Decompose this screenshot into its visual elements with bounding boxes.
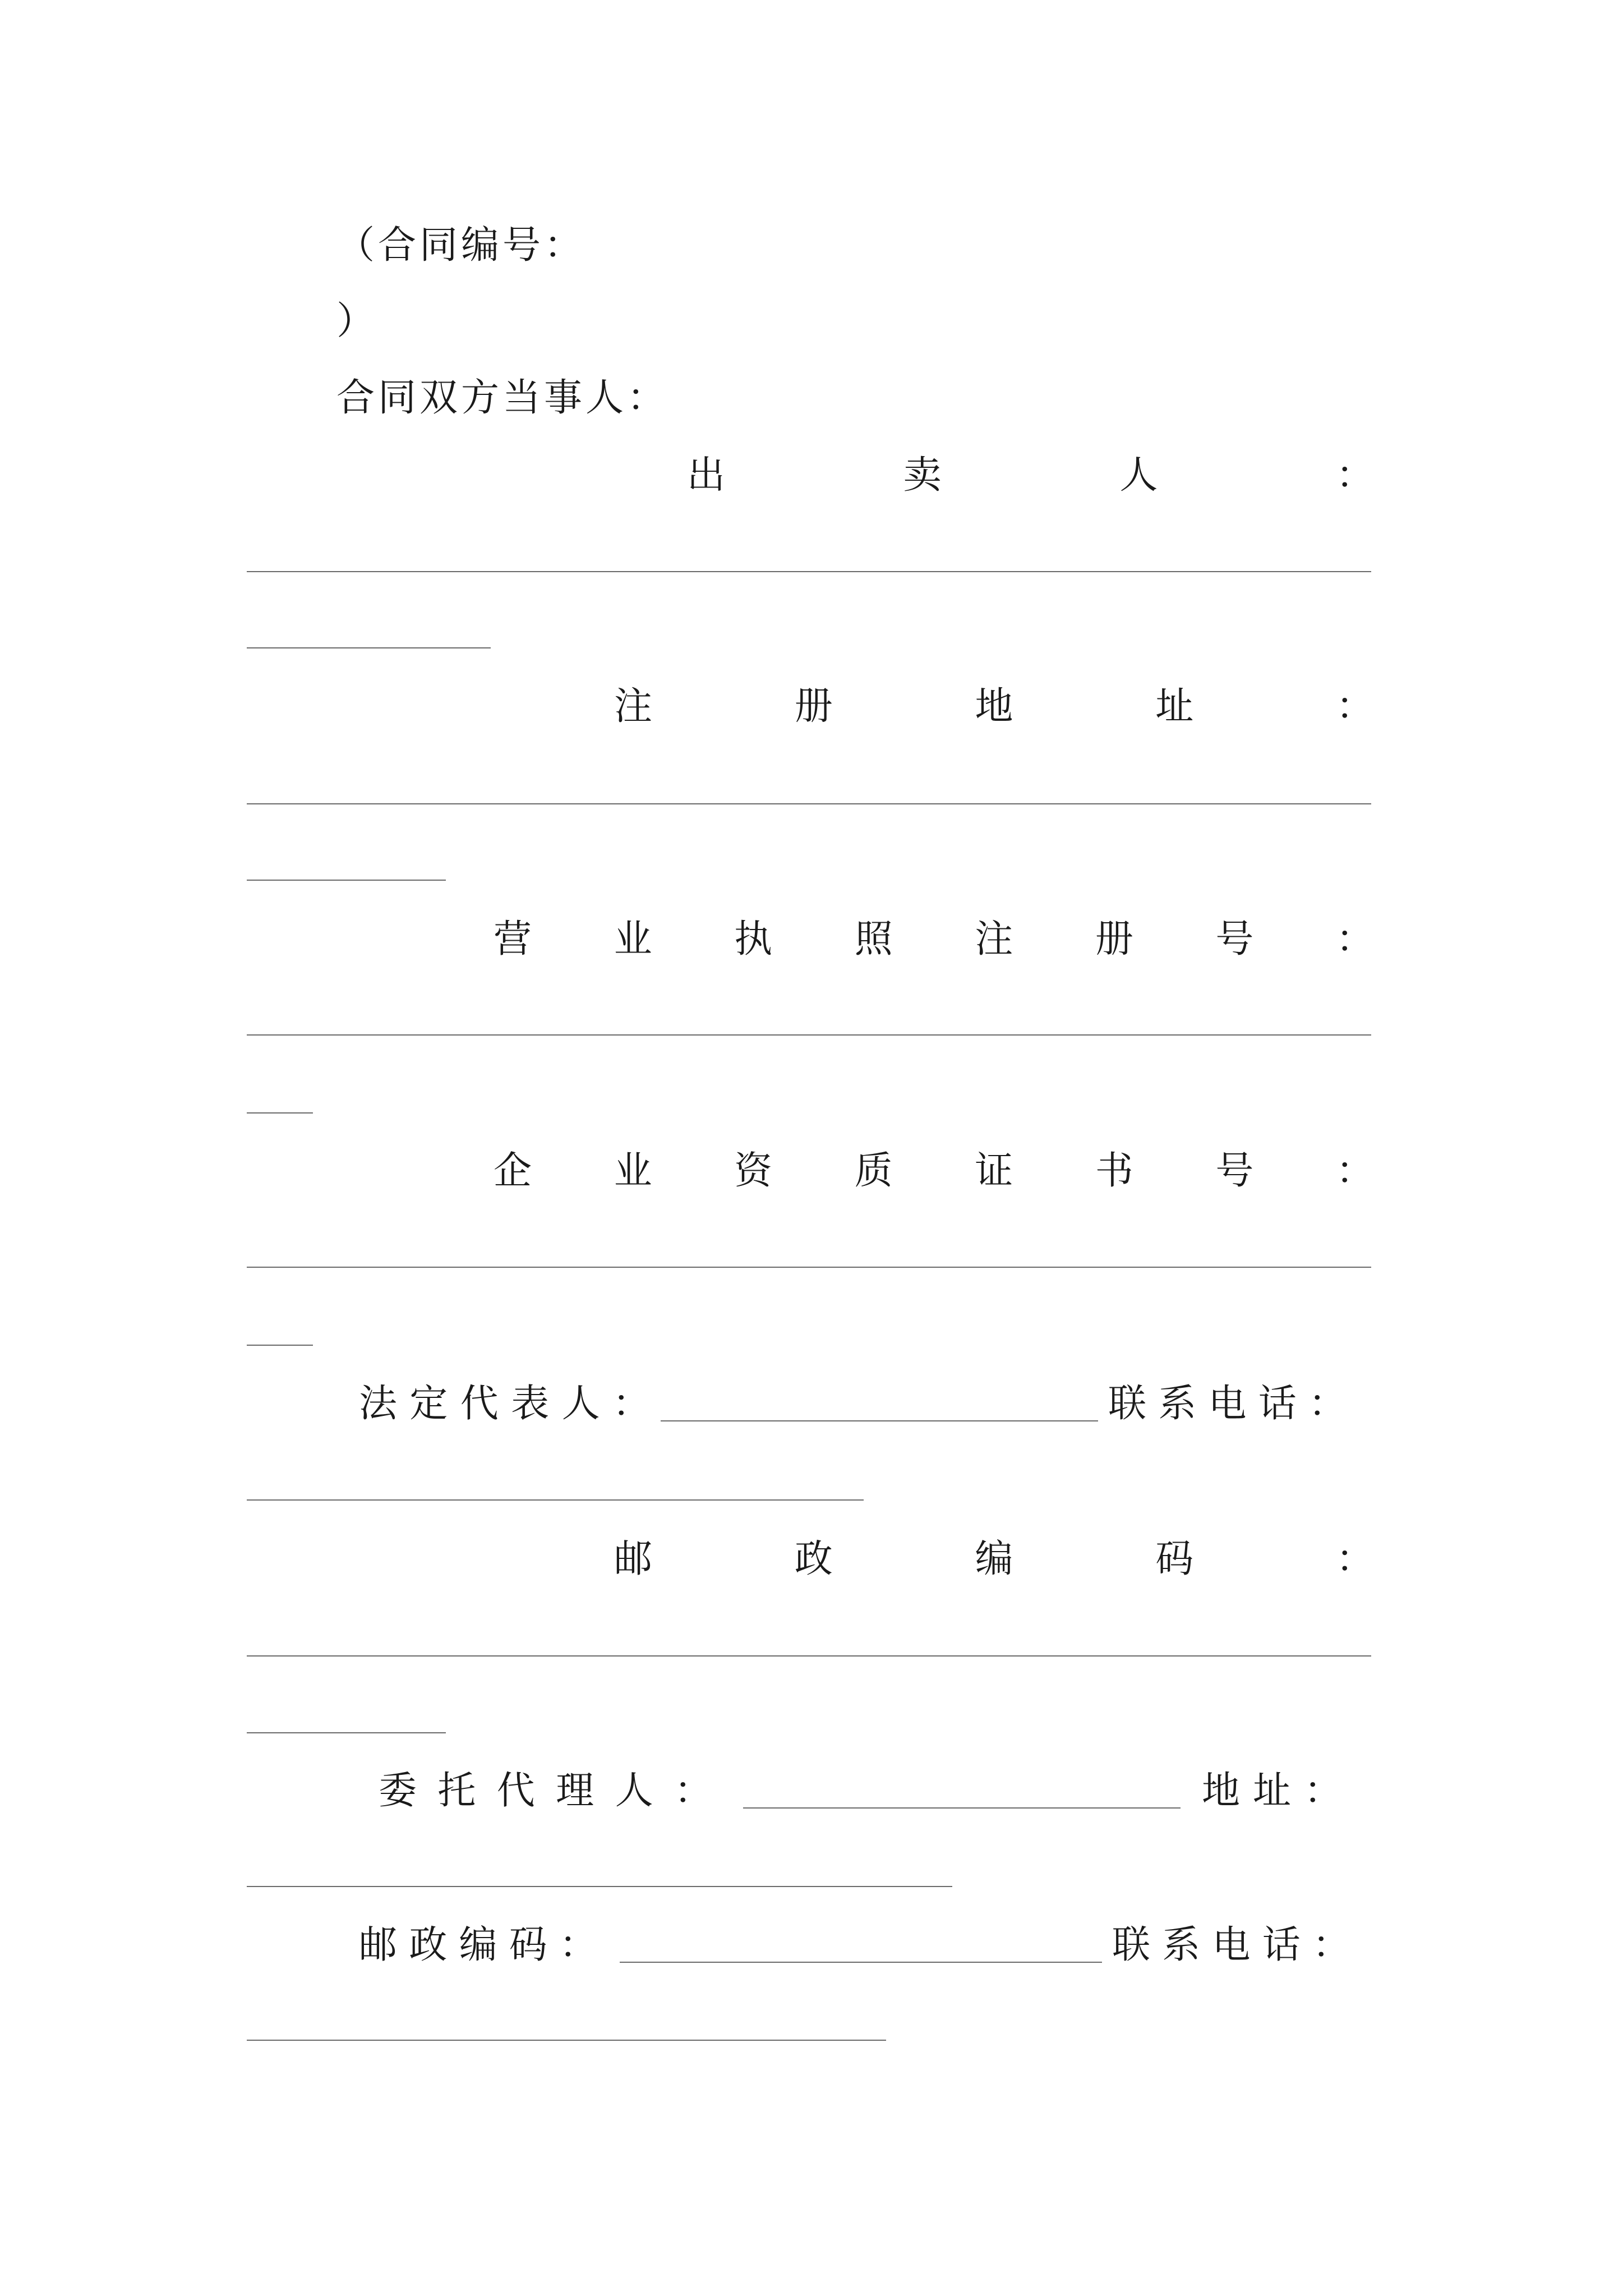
label-char: 定: [409, 1382, 448, 1426]
label-char: 联: [1112, 1923, 1151, 1967]
agent-blank[interactable]: [743, 1774, 1181, 1809]
label-char: 码: [509, 1923, 547, 1967]
label-char: ：: [1308, 1382, 1347, 1426]
label-char: 业: [614, 1149, 652, 1193]
label-char: 号: [1215, 1149, 1254, 1193]
agent-phone-blank-line[interactable]: [247, 2040, 886, 2041]
agent-row: [379, 1766, 1374, 1816]
label-char: 地: [1202, 1769, 1241, 1813]
label-char: 营: [494, 917, 532, 961]
agent-postal-row: [359, 1920, 1374, 1971]
label-char: 理: [556, 1769, 594, 1813]
label-char: 联: [1108, 1382, 1147, 1426]
postal-code-blank-line-cont[interactable]: [247, 1732, 446, 1733]
label-char: 册: [794, 684, 833, 729]
label-char: 托: [437, 1769, 476, 1813]
legal-rep-label: [359, 1379, 651, 1429]
qualification-cert-blank-line-cont[interactable]: [247, 1345, 313, 1346]
agent-postal-label: [359, 1920, 597, 1971]
agent-address-blank-line[interactable]: [247, 1886, 952, 1887]
label-char: ：: [612, 1382, 651, 1426]
qualification-cert-blank-line[interactable]: [247, 1267, 1371, 1268]
label-char: 话: [1262, 1923, 1301, 1967]
legal-rep-row: [359, 1379, 1374, 1429]
label-char: 册: [1095, 917, 1133, 961]
label-char: 执: [734, 917, 773, 961]
agent-address-label: [1202, 1766, 1342, 1816]
label-char: ：: [1312, 1923, 1350, 1967]
label-char: 电: [1212, 1923, 1251, 1967]
label-char: 码: [1155, 1537, 1194, 1581]
label-char: 邮: [614, 1537, 653, 1581]
seller-label: [687, 450, 1374, 501]
label-char: 人: [561, 1382, 600, 1426]
label-char: ：: [674, 1769, 712, 1813]
label-char: ：: [1303, 1769, 1342, 1813]
seller-label-char: 卖: [903, 453, 942, 498]
label-char: ：: [559, 1923, 597, 1967]
seller-label-char: 人: [1119, 453, 1158, 498]
registered-address-label: [614, 682, 1374, 732]
label-char: 法: [359, 1382, 398, 1426]
label-char: 注: [614, 684, 653, 729]
registered-address-blank-line-cont[interactable]: [247, 880, 446, 881]
label-char: ：: [1335, 684, 1374, 729]
label-char: 质: [854, 1149, 893, 1193]
label-char: 编: [975, 1537, 1013, 1581]
label-char: 代: [496, 1769, 535, 1813]
label-char: 表: [511, 1382, 550, 1426]
seller-label-char: 出: [687, 453, 726, 498]
label-char: 话: [1258, 1382, 1297, 1426]
label-char: 电: [1208, 1382, 1247, 1426]
label-char: 证: [975, 1149, 1013, 1193]
label-char: 系: [1158, 1382, 1197, 1426]
label-char: 地: [975, 684, 1013, 729]
business-license-label: [494, 914, 1374, 965]
legal-rep-phone-blank-line[interactable]: [247, 1499, 864, 1501]
parties-heading: 合同双方当事人：: [336, 376, 669, 420]
agent-label: [379, 1766, 712, 1816]
label-char: ：: [1335, 917, 1374, 961]
business-license-blank-line-cont[interactable]: [247, 1112, 313, 1114]
label-char: 人: [615, 1769, 653, 1813]
label-char: 系: [1162, 1923, 1201, 1967]
seller-label-char: ：: [1335, 453, 1374, 498]
label-char: 企: [494, 1149, 532, 1193]
label-char: ：: [1335, 1149, 1374, 1193]
label-char: 照: [854, 917, 893, 961]
qualification-cert-label: [494, 1146, 1374, 1197]
label-char: 号: [1215, 917, 1254, 961]
label-char: 委: [379, 1769, 417, 1813]
label-char: 编: [459, 1923, 497, 1967]
label-char: 址: [1155, 684, 1194, 729]
label-char: 注: [975, 917, 1013, 961]
legal-rep-phone-label: [1108, 1379, 1347, 1429]
registered-address-blank-line[interactable]: [247, 803, 1371, 804]
label-char: 业: [614, 917, 652, 961]
label-char: 邮: [359, 1923, 398, 1967]
business-license-blank-line[interactable]: [247, 1034, 1371, 1036]
legal-rep-blank[interactable]: [661, 1387, 1098, 1421]
seller-blank-line[interactable]: [247, 571, 1371, 572]
agent-postal-blank[interactable]: [620, 1928, 1102, 1963]
seller-blank-line-cont[interactable]: [247, 647, 491, 648]
label-char: ：: [1335, 1537, 1374, 1581]
postal-code-blank-line[interactable]: [247, 1655, 1371, 1657]
label-char: 址: [1252, 1769, 1291, 1813]
label-char: 政: [409, 1923, 448, 1967]
label-char: 书: [1095, 1149, 1133, 1193]
label-char: 政: [794, 1537, 833, 1581]
contract-number-close: ）: [336, 299, 375, 343]
label-char: 代: [460, 1382, 499, 1426]
contract-number-label: （合同编号：: [336, 223, 586, 268]
postal-code-label: [614, 1534, 1374, 1585]
label-char: 资: [734, 1149, 773, 1193]
agent-phone-label: [1112, 1920, 1350, 1971]
